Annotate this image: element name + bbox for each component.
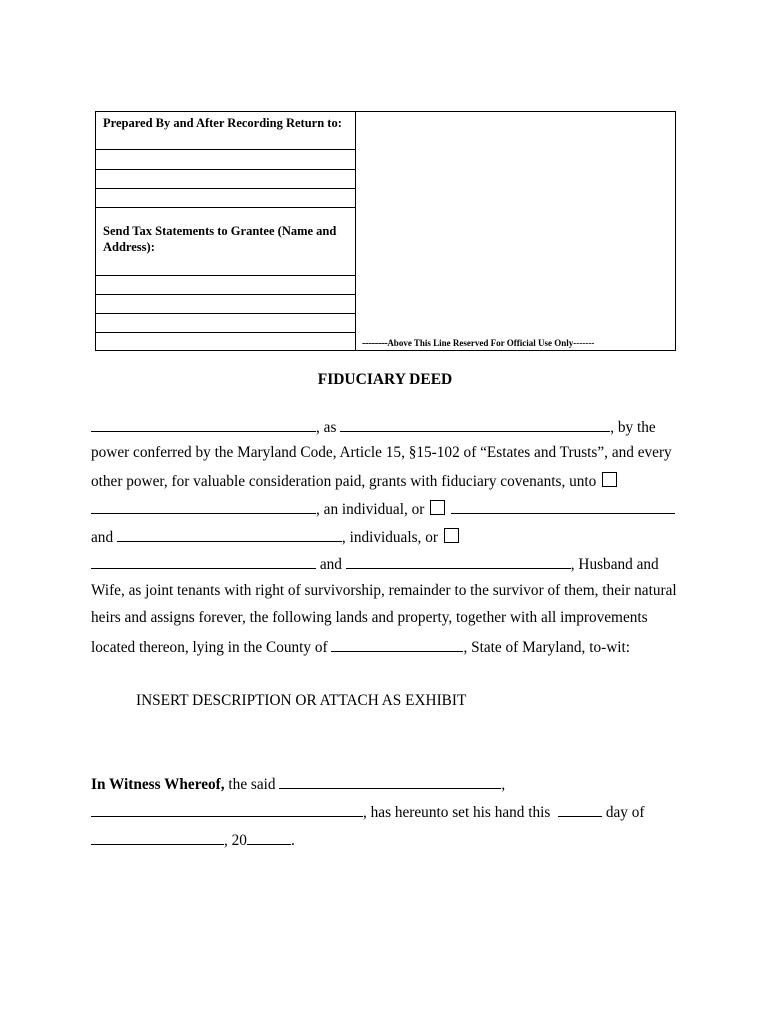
by-the-text: , by the — [610, 419, 656, 436]
return-address-line-3[interactable] — [96, 189, 355, 208]
recording-left-column — [96, 112, 356, 350]
and-text-2: and — [319, 556, 342, 573]
body-line-3 — [91, 472, 619, 491]
individual-text: , an individual, or — [316, 501, 425, 518]
body-line-4 — [91, 499, 675, 519]
year-line — [91, 830, 295, 850]
grantee-address-line-4[interactable] — [96, 333, 355, 350]
body-line-2: power conferred by the Maryland Code, Article 15, §15-102 of “Estates and Trusts”, and every — [91, 444, 672, 461]
grantee-address-line-1[interactable] — [96, 276, 355, 295]
send-tax-label: Send Tax Statements to Grantee (Name and Address): — [103, 224, 337, 254]
document-title: FIDUCIARY DEED — [317, 371, 453, 388]
grantee-individual-blank[interactable] — [91, 499, 316, 514]
return-address-line-1[interactable] — [96, 150, 355, 170]
witness-comma: , — [501, 776, 506, 793]
body-line-9 — [91, 637, 630, 657]
body-line-7: Wife, as joint tenants with right of survivorship, remainder to the survivor of them, their natural — [91, 582, 677, 599]
grantee-individual-checkbox[interactable] — [602, 472, 617, 487]
hand-text: , has hereunto set his hand this — [363, 804, 551, 821]
body-line-8: heirs and assigns forever, the following lands and property, together with all improvements — [91, 609, 648, 626]
recording-box — [95, 111, 676, 351]
witness-line — [91, 774, 505, 794]
return-address-line-2[interactable] — [96, 170, 355, 189]
county-blank[interactable] — [331, 637, 463, 652]
witness-said-text: the said — [224, 776, 276, 793]
day-blank[interactable] — [558, 802, 602, 817]
county-text: located thereon, lying in the County of — [91, 639, 328, 656]
husband-name-blank[interactable] — [91, 554, 316, 569]
grantor-name-blank[interactable] — [91, 417, 316, 432]
witness-name-blank[interactable] — [279, 774, 501, 789]
grantee-first-blank[interactable] — [451, 499, 675, 514]
as-text: , as — [316, 419, 337, 436]
official-use-note — [362, 337, 594, 349]
wife-name-blank[interactable] — [346, 554, 571, 569]
husband-and-text: , Husband and — [570, 556, 659, 573]
grantee-address-line-3[interactable] — [96, 314, 355, 333]
month-blank[interactable] — [91, 830, 224, 845]
grantees-joint-checkbox[interactable] — [444, 528, 459, 543]
year-blank[interactable] — [247, 830, 291, 845]
individuals-text: , individuals, or — [341, 529, 438, 546]
send-tax-row — [96, 208, 355, 276]
day-of-text: day of — [605, 804, 645, 821]
body-line-1 — [91, 417, 656, 437]
grant-text: other power, for valuable consideration paid, grants with fiduciary covenants, unto — [91, 473, 597, 490]
hand-line — [91, 802, 645, 822]
body-line-6 — [91, 554, 659, 574]
prepared-by-row — [96, 112, 355, 150]
grantee-address-line-2[interactable] — [96, 295, 355, 314]
insert-description-text: INSERT DESCRIPTION OR ATTACH AS EXHIBIT — [136, 692, 467, 709]
prepared-by-label: Prepared By and After Recording Return to: — [103, 116, 342, 130]
year-end-text: . — [290, 832, 295, 849]
official-use-dashes: -------- — [362, 337, 388, 349]
witness-whereof-text: In Witness Whereof, — [91, 776, 225, 793]
year-prefix-text: , 20 — [224, 832, 247, 849]
fiduciary-capacity-blank[interactable] — [340, 417, 610, 432]
official-use-text: Above This Line Reserved For Official Use Only------- — [387, 338, 595, 348]
grantees-individuals-checkbox[interactable] — [430, 500, 445, 515]
grantee-second-blank[interactable] — [117, 527, 342, 542]
and-text: and — [91, 529, 114, 546]
body-line-5 — [91, 527, 461, 547]
signer-capacity-blank[interactable] — [91, 802, 363, 817]
state-text: , State of Maryland, to-wit: — [463, 639, 630, 656]
